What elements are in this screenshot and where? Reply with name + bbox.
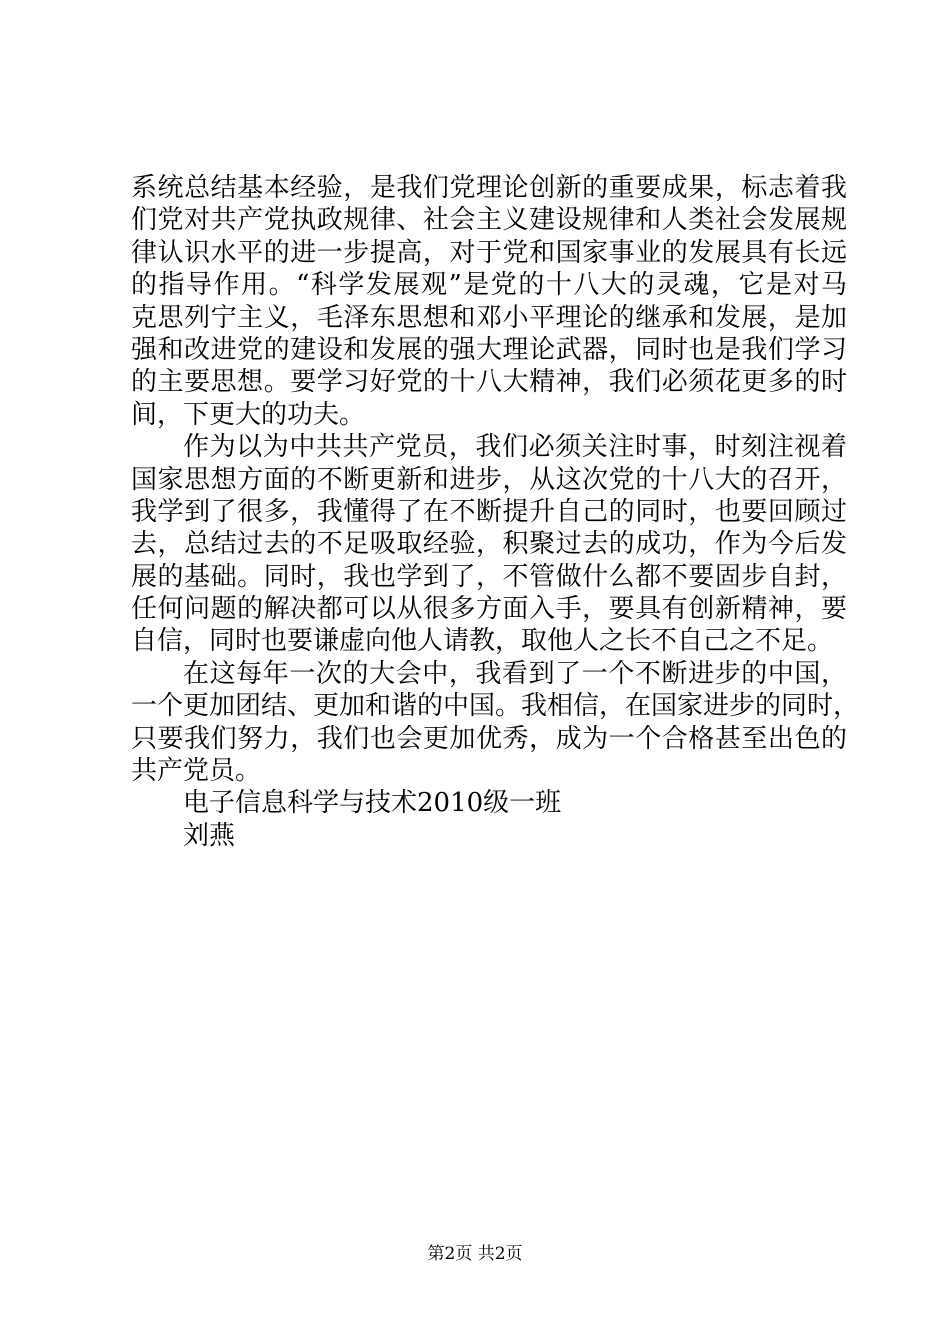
document-body [131,172,860,852]
text-line: 只要我们努力，我们也会更加优秀，成为一个合格甚至出色的 [131,723,847,754]
text-line: 们党对共产党执政规律、社会主义建设规律和人类社会发展规 [131,205,847,236]
signature-author: 刘燕 [183,820,236,851]
text-line: 自信，同时也要谦虚向他人请教，取他人之长不自己之不足。 [131,626,834,657]
text-line: 作为以为中共共产党员，我们必须关注时事，时刻注视着 [183,432,847,463]
text-line: 我学到了很多，我懂得了在不断提升自己的同时，也要回顾过 [131,496,847,527]
text-line: 系统总结基本经验，是我们党理论创新的重要成果，标志着我 [131,173,847,203]
paragraph-3 [131,658,860,788]
signature-block [131,787,847,852]
text-line: 的主要思想。要学习好党的十八大精神，我们必须花更多的时 [131,367,847,398]
paragraph-1 [131,172,847,431]
paragraph-2 [131,431,847,658]
text-line: 国家思想方面的不断更新和进步，从这次党的十八大的召开， [131,464,847,495]
page-footer [0,1244,950,1264]
text-line: 的指导作用。“科学发展观”是党的十八大的灵魂，它是对马 [131,270,847,301]
text-line: 在这每年一次的大会中，我看到了一个不断进步的中国， [183,658,847,689]
text-line: 共产党员。 [131,756,262,787]
text-line: 强和改进党的建设和发展的强大理论武器，同时也是我们学习 [131,334,847,365]
page-number-label: 第2页 共2页 [427,1244,523,1264]
text-line: 间，下更大的功夫。 [131,399,366,430]
text-line: 律认识水平的进一步提高，对于党和国家事业的发展具有长远 [131,237,847,268]
text-line: 去，总结过去的不足吸取经验，积聚过去的成功，作为今后发 [131,529,847,560]
text-line: 一个更加团结、更加和谐的中国。我相信，在国家进步的同时， [131,691,860,722]
text-line: 克思列宁主义，毛泽东思想和邓小平理论的继承和发展，是加 [131,302,847,333]
text-line: 展的基础。同时，我也学到了，不管做什么都不要固步自封， [131,561,847,592]
text-line: 任何问题的解决都可以从很多方面入手，要具有创新精神，要 [131,594,847,625]
signature-class: 电子信息科学与技术2010级一班 [183,788,562,819]
